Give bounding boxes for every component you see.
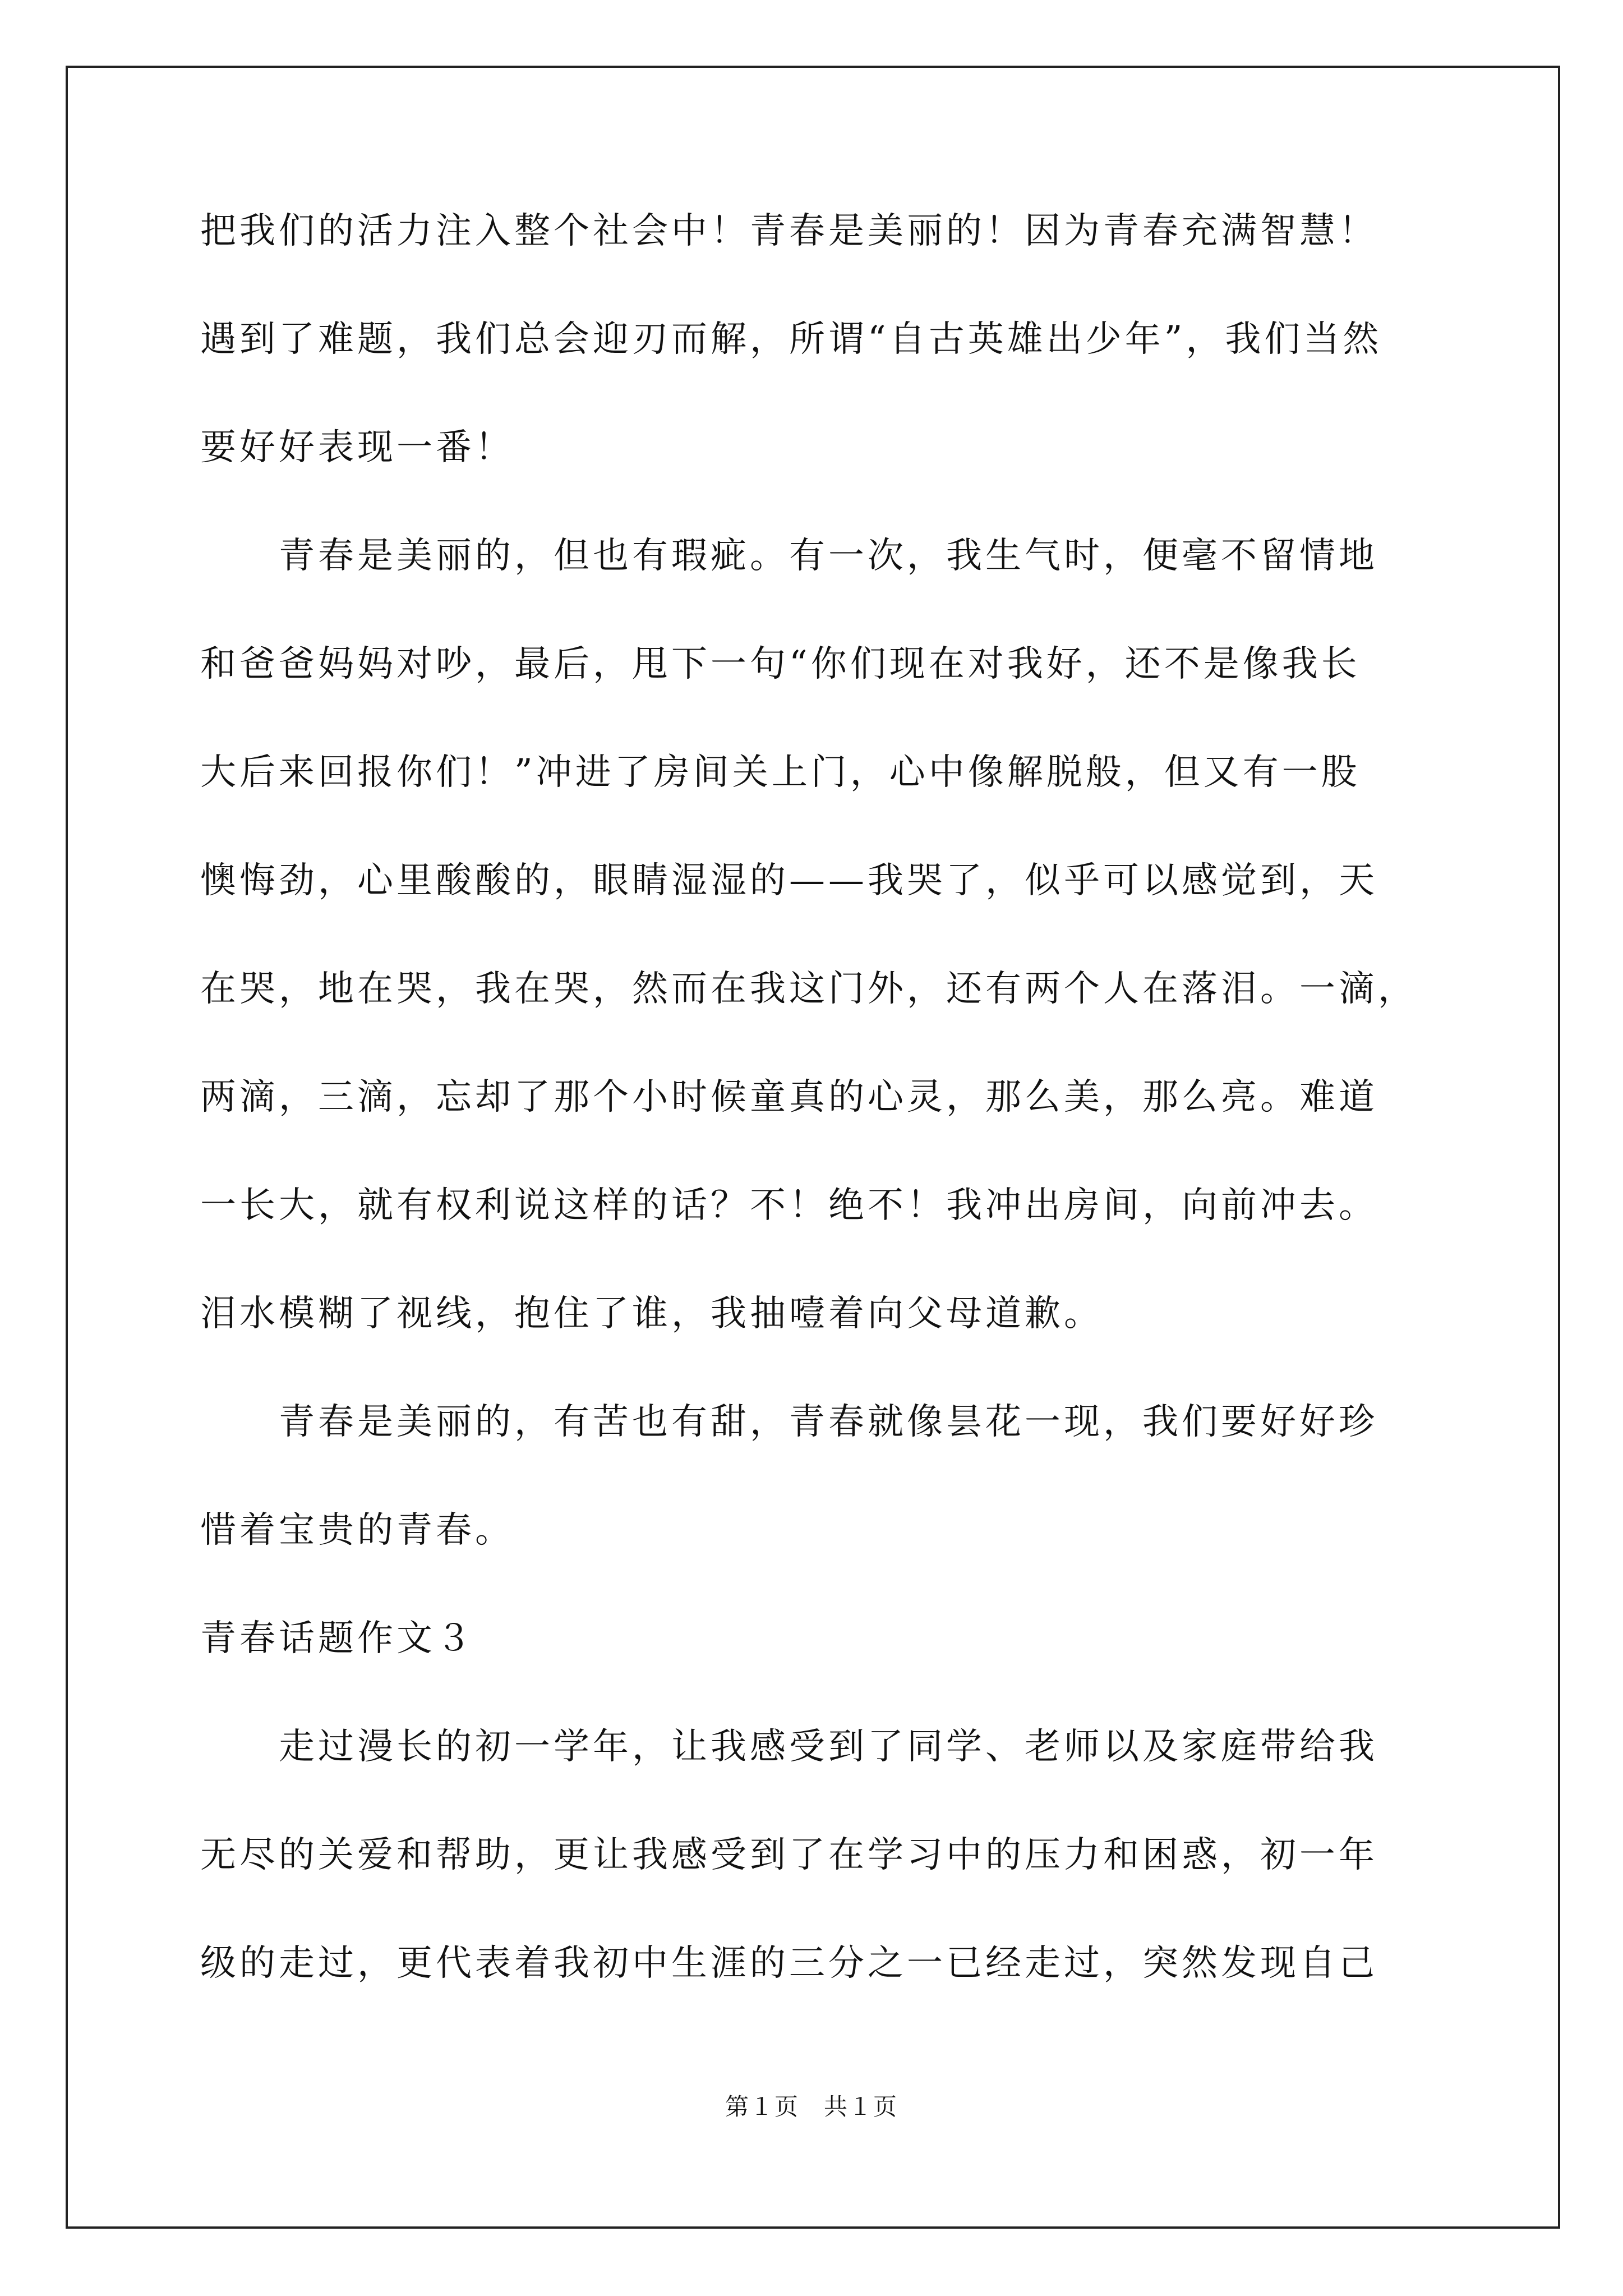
text-line: 懊悔劲，心里酸酸的，眼睛湿湿的——我哭了，似乎可以感觉到，天 bbox=[200, 860, 1378, 901]
text-line: 惜着宝贵的青春。 bbox=[200, 1510, 514, 1551]
page-number-footer: 第１页 共１页 bbox=[725, 2093, 898, 2120]
text-line: 一长大，就有权利说这样的话？不！绝不！我冲出房间，向前冲去。 bbox=[200, 1185, 1378, 1226]
text-line: 和爸爸妈妈对吵，最后，甩下一句“你们现在对我好，还不是像我长 bbox=[200, 643, 1361, 685]
text-line: 把我们的活力注入整个社会中！青春是美丽的！因为青春充满智慧！ bbox=[200, 210, 1378, 252]
text-line: 泪水模糊了视线，抱住了谁，我抽噎着向父母道歉。 bbox=[200, 1293, 1103, 1335]
text-line: 无尽的关爱和帮助，更让我感受到了在学习中的压力和困惑，初一年 bbox=[200, 1834, 1378, 1876]
text-line: 要好好表现一番！ bbox=[200, 427, 514, 468]
text-line: 走过漫长的初一学年，让我感受到了同学、老师以及家庭带给我 bbox=[200, 1726, 1378, 1768]
page-border bbox=[66, 66, 1560, 2229]
section-heading: 青春话题作文３ bbox=[200, 1618, 475, 1659]
text-line: 青春是美丽的，有苦也有甜，青春就像昙花一现，我们要好好珍 bbox=[200, 1401, 1378, 1443]
text-line: 青春是美丽的，但也有瑕疵。有一次，我生气时，便毫不留情地 bbox=[200, 535, 1378, 577]
text-line: 大后来回报你们！”冲进了房间关上门，心中像解脱般，但又有一股 bbox=[200, 752, 1361, 793]
text-line: 级的走过，更代表着我初中生涯的三分之一已经走过，突然发现自己 bbox=[200, 1943, 1378, 1984]
text-line: 在哭，地在哭，我在哭，然而在我这门外，还有两个人在落泪。一滴， bbox=[200, 968, 1417, 1010]
text-line: 两滴，三滴，忘却了那个小时候童真的心灵，那么美，那么亮。难道 bbox=[200, 1076, 1378, 1118]
text-line: 遇到了难题，我们总会迎刃而解，所谓“自古英雄出少年”，我们当然 bbox=[200, 319, 1382, 360]
